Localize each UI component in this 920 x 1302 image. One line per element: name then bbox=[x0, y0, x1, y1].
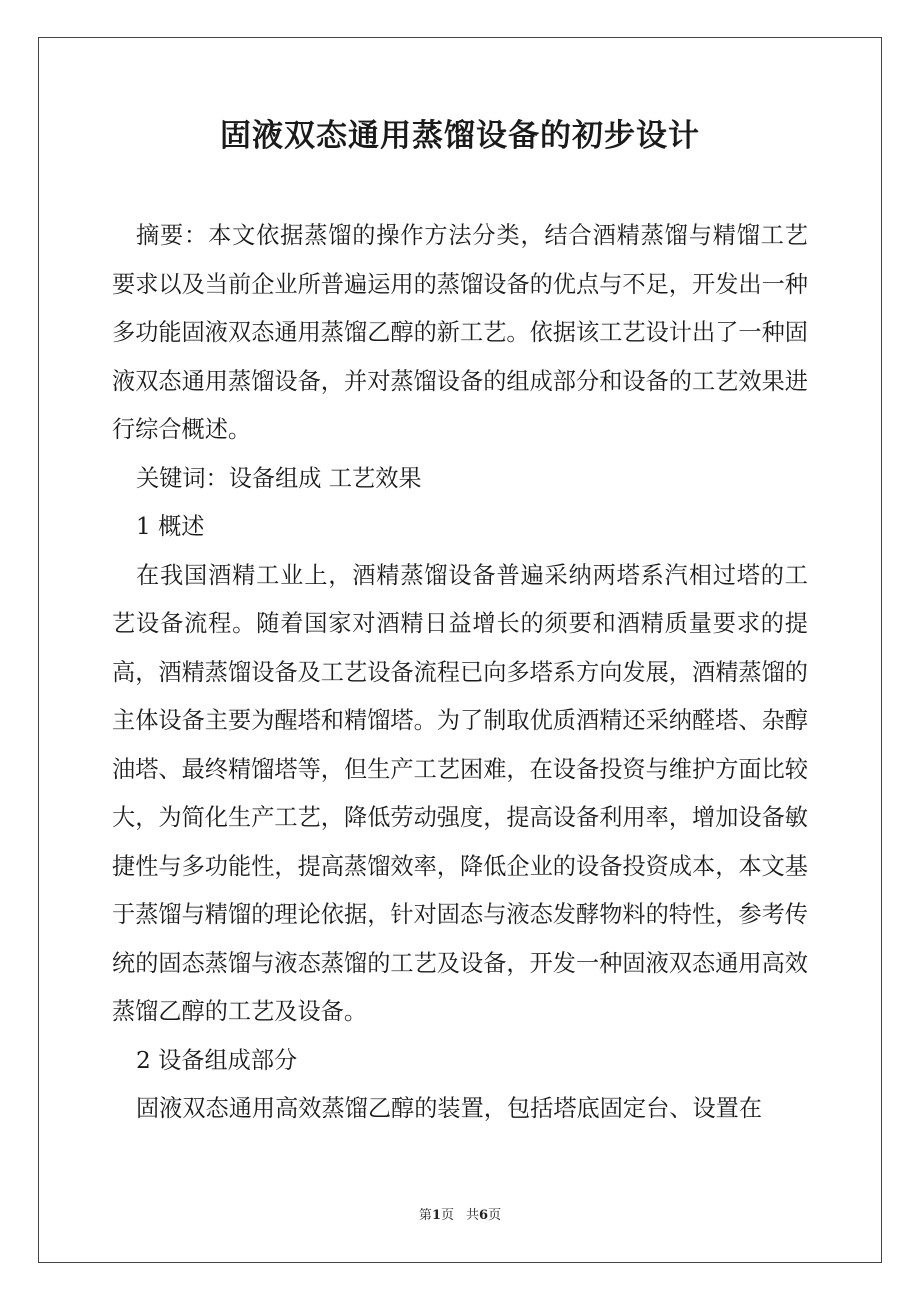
section-1-paragraph: 在我国酒精工业上，酒精蒸馏设备普遍采纳两塔系汽相过塔的工艺设备流程。随着国家对酒精日益增长的须要和酒精质量要求的提高，酒精蒸馏设备及工艺设备流程已向多塔系方向发展，酒精蒸馏的主体设备主要为醒塔和精馏塔。为了制取优质酒精还采纳醛塔、杂醇油塔、最终精馏塔等，但生产工艺困难，在设备投资与维护方面比较大，为简化生产工艺，降低劳动强度，提高设备利用率，增加设备敏捷性与多功能性，提高蒸馏效率，降低企业的设备投资成本，本文基于蒸馏与精馏的理论依据，针对固态与液态发酵物料的特性，参考传统的固态蒸馏与液态蒸馏的工艺及设备，开发一种固液双态通用高效蒸馏乙醇的工艺及设备。 bbox=[112, 561, 808, 1025]
page-prefix: 第 bbox=[418, 1208, 432, 1223]
total-suffix: 页 bbox=[488, 1208, 502, 1223]
document-body bbox=[112, 212, 808, 1134]
page-footer bbox=[0, 1204, 920, 1223]
abstract-paragraph: 摘要：本文依据蒸馏的操作方法分类，结合酒精蒸馏与精馏工艺要求以及当前企业所普遍运用的蒸馏设备的优点与不足，开发出一种多功能固液双态通用蒸馏乙醇的新工艺。依据该工艺设计出了一种固液双态通用蒸馏设备，并对蒸馏设备的组成部分和设备的工艺效果进行综合概述。 bbox=[112, 222, 808, 443]
page-total: 6 bbox=[479, 1208, 489, 1223]
page-current: 1 bbox=[431, 1208, 441, 1223]
total-prefix: 共 bbox=[466, 1208, 480, 1223]
document-title: 固液双态通用蒸馏设备的初步设计 bbox=[220, 118, 700, 154]
section-1-heading: 1 概述 bbox=[136, 513, 205, 540]
page-suffix: 页 bbox=[440, 1208, 454, 1223]
section-2-heading: 2 设备组成部分 bbox=[136, 1046, 298, 1074]
section-2-paragraph: 固液双态通用高效蒸馏乙醇的装置，包括塔底固定台、设置在 bbox=[136, 1095, 763, 1122]
keywords-line: 关键词：设备组成 工艺效果 bbox=[136, 464, 422, 492]
